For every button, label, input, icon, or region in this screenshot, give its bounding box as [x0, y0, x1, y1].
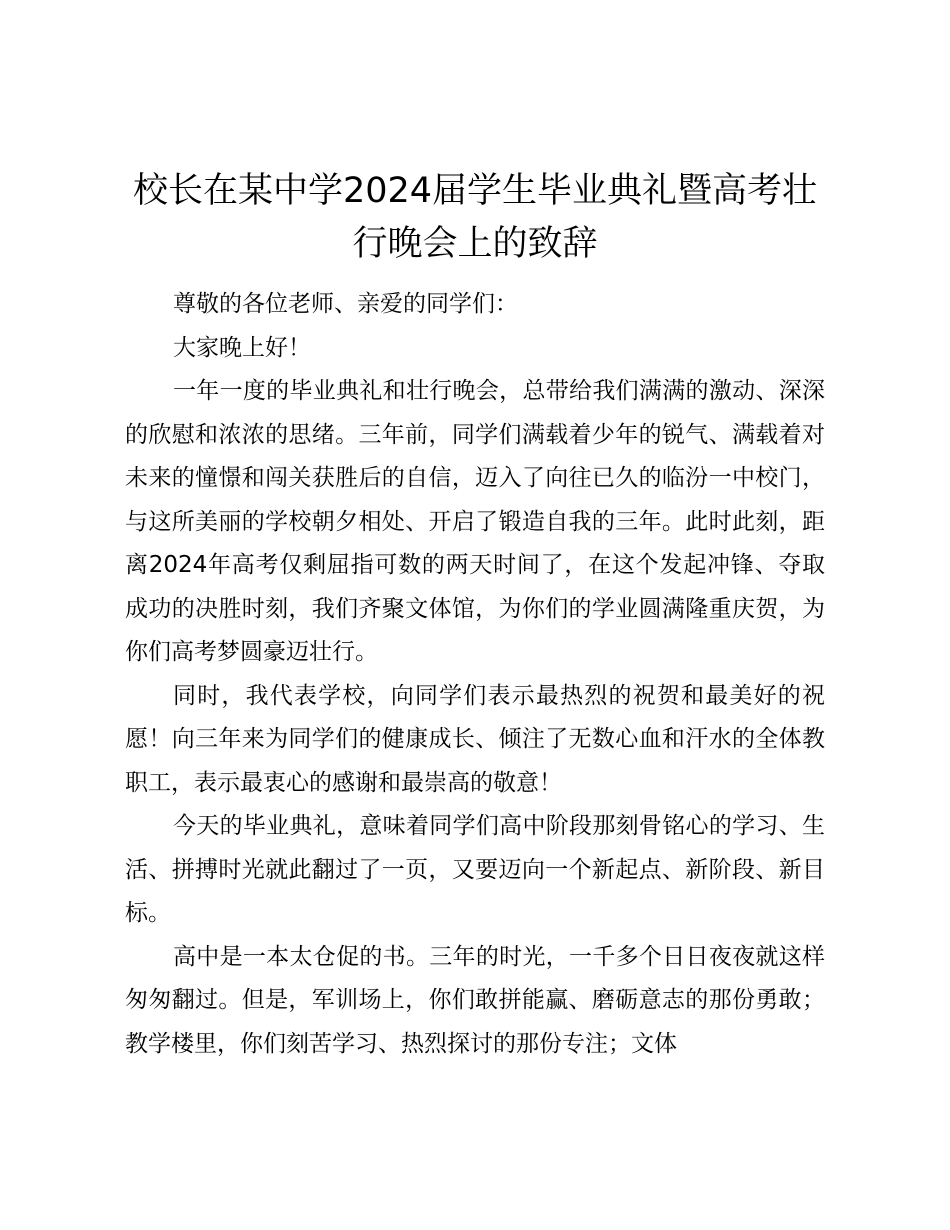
document-body	[125, 283, 825, 1066]
document-title: 校长在某中学2024届学生毕业典礼暨高考壮行晚会上的致辞	[132, 171, 818, 264]
greeting-paragraph: 大家晚上好！	[173, 334, 311, 361]
body-paragraph: 今天的毕业典礼，意味着同学们高中阶段那刻骨铭心的学习、生活、拼搏时光就此翻过了一页，又要迈向一个新起点、新阶段、新目标。	[125, 813, 825, 926]
body-paragraph: 同时，我代表学校，向同学们表示最热烈的祝贺和最美好的祝愿！向三年来为同学们的健康成长、倾注了无数心血和汗水的全体教职工，表示最衷心的感谢和最崇高的敬意！	[125, 682, 825, 796]
body-paragraph: 一年一度的毕业典礼和壮行晚会，总带给我们满满的激动、深深的欣慰和浓浓的思绪。三年前，同学们满载着少年的锐气、满载着对未来的憧憬和闯关获胜后的自信，迈入了向往已久的临汾一中校门，与这所美丽的学校朝夕相处、开启了锻造自我的三年。此时此刻，距离2024年高考仅剩屈指可数的两天时间了，在这个发起冲锋、夺取成功的决胜时刻，我们齐聚文体馆，为你们的学业圆满隆重庆贺，为你们高考梦圆豪迈壮行。	[125, 378, 825, 665]
salutation-paragraph: 尊敬的各位老师、亲爱的同学们：	[173, 291, 518, 317]
body-paragraph: 高中是一本太仓促的书。三年的时光，一千多个日日夜夜就这样匆匆翻过。但是，军训场上，你们敢拼能赢、磨砺意志的那份勇敢；教学楼里，你们刻苦学习、热烈探讨的那份专注；文体	[125, 943, 825, 1057]
